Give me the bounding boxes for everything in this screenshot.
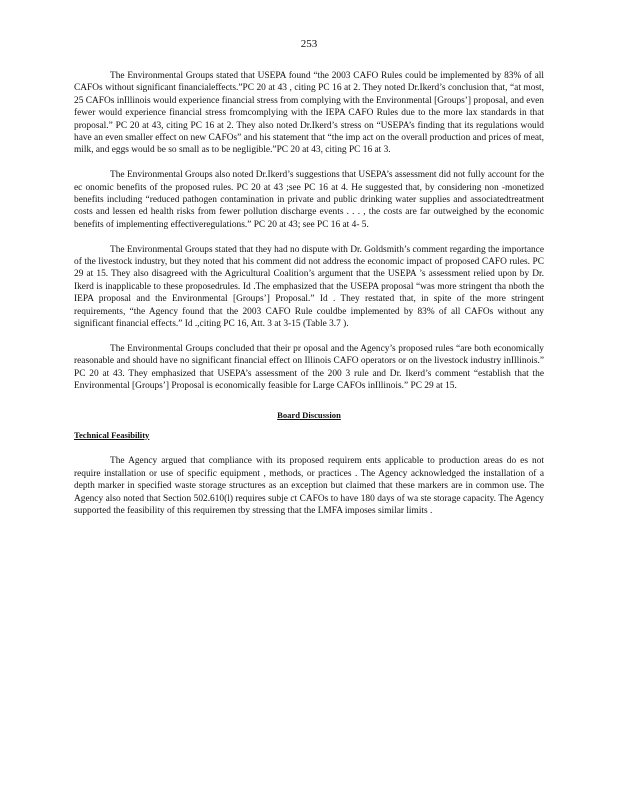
subheading-text: Technical Feasibility: [74, 429, 150, 440]
paragraph-economic-impact: The Environmental Groups stated that USEPA found “the 2003 CAFO Rules could be implemented by 83% of all CAFOs without significant financialeffects.”PC 20 at 43 , citing PC 16 at 2. They noted Dr.Ikerd’s conclusion that, “at most, 25 CAFOs inIllinois would experience financial stress from complying with the Environmental [Groups’] proposal, and even fewer would experience financial stress fromcomplying with the IEPA CAFO Rules due to the more lax standards in that proposal.” PC 20 at 43, citing PC 16 at 2. They also noted Dr.Ikerd’s stress on “USEPA’s finding that its regulations would have an even smaller effect on new CAFOs” and his statement that “the imp act on the overall production and prices of meat, milk, and eggs would be so small as to be negligible.”PC 20 at 43, citing PC 16 at 3.: [74, 71, 544, 156]
paragraph-technical-feasibility: The Agency argued that compliance with its proposed requirem ents applicable to production areas do es not require installation or use of specific equipment , methods, or practices . The Agency acknowledged the installation of a depth marker in specified waste storage structures as an exception but claimed that these markers are in common use. The Agency also noted that Section 502.610(l) requires subje ct CAFOs to have 180 days of wa ste storage capacity. The Agency supported the feasibility of this requiremen tby stressing that the LMFA imposes similar limits .: [74, 456, 544, 516]
section-heading-text: Board Discussion: [277, 409, 341, 420]
paragraph-economic-benefits: The Environmental Groups also noted Dr.Ikerd’s suggestions that USEPA’s assessment did not fully account for the ec onomic benefits of the proposed rules. PC 20 at 43 ;see PC 16 at 4. He suggested that, by considering non -monetized benefits including “reduced pathogen contamination in private and public drinking water supplies and associatedtreatment costs and lessen ed health risks from fewer pollution discharge events . . . , the costs are far outweighed by the economic benefits of implementing effectiveregulations.” PC 20 at 43; see PC 16 at 4- 5.: [74, 170, 544, 230]
section-heading: [74, 409, 544, 421]
document-body: [74, 70, 544, 530]
page-number: 253: [300, 38, 318, 50]
paragraph-livestock-industry: The Environmental Groups stated that they had no dispute with Dr. Goldsmith’s comment regarding the importance of the livestock industry, but they noted that his comment did not address the economic impact of proposed CAFO rules. PC 29 at 15. They also disagreed with the Agricultural Coalition’s argument that the USEPA ’s assessment relied upon by Dr. Ikerd is inapplicable to these proposedrules. Id .The emphasized that the USEPA proposal “was more stringent tha nboth the IEPA proposal and the Environmental [Groups’] Proposal.” Id . They restated that, in spite of the more stringent requirements, “the Agency found that the 2003 CAFO Rule couldbe implemented by 83% of all CAFOs without any significant financial effects.” Id .,citing PC 16, Att. 3 at 3-15 (Table 3.7 ).: [74, 244, 544, 330]
paragraph-conclusion: The Environmental Groups concluded that their pr oposal and the Agency’s proposed rules “are both economically reasonable and should have no significant financial effect on Illinois CAFO operators or on the livestock industry inIllinois.” PC 20 at 43. They emphasized that USEPA’s assessment of the 200 3 rule and Dr. Ikerd’s comment “establish that the Environmental [Groups’] Proposal is economically feasible for Large CAFOs inIllinois.” PC 29 at 15.: [74, 343, 544, 392]
subheading: [74, 429, 544, 441]
